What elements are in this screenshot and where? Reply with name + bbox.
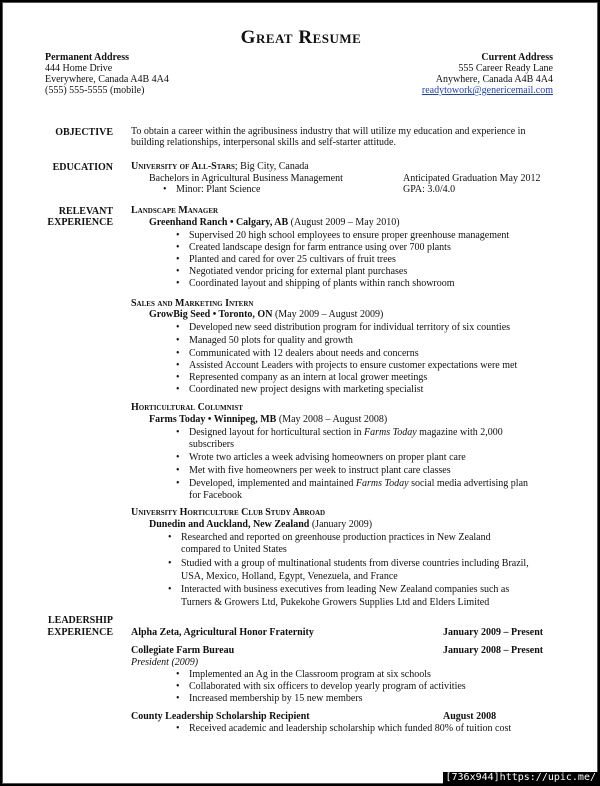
list-item: • Coordinated layout and shipping of plants within ranch showroom <box>176 278 455 289</box>
list-item-continuation: compared to United States <box>181 544 287 555</box>
list-item: • Negotiated vendor pricing for external plant purchases <box>176 266 408 277</box>
current-address-line2: Anywhere, Canada A4B 4A4 <box>435 74 553 85</box>
bullet-icon: • <box>163 184 167 195</box>
current-address-heading: Current Address <box>481 52 553 63</box>
list-item: • Increased membership by 15 new members <box>176 693 363 704</box>
list-item: • Received academic and leadership scholarship which funded 80% of tuition cost <box>176 723 512 734</box>
list-item: • Collaborated with six officers to develop yearly program of activities <box>176 681 466 692</box>
job-company-line: Farms Today • Winnipeg, MB (May 2008 – August 2008) <box>149 414 388 425</box>
job-company-line: Dunedin and Auckland, New Zealand (January 2009) <box>149 519 373 530</box>
list-item: • Supervised 20 high school employees to ensure proper greenhouse management <box>176 230 510 241</box>
watermark: [736x944]https://upic.me/ <box>445 772 596 783</box>
education-label: EDUCATION <box>52 162 113 173</box>
relevant-label-line2: EXPERIENCE <box>47 217 113 228</box>
list-item: • Studied with a group of multinational students from diverse countries including Brazil, <box>168 558 529 569</box>
education-school <box>131 162 309 173</box>
job-title: University Horticulture Club Study Abroad <box>131 507 326 518</box>
org-name: Collegiate Farm Bureau <box>131 645 235 656</box>
list-item: • Wrote two articles a week advising homeowners on proper plant care <box>176 452 466 463</box>
list-item: • Interacted with business executives from leading New Zealand companies such as <box>168 584 510 595</box>
list-item: • Communicated with 12 dealers about needs and concerns <box>176 348 419 359</box>
leadership-label-line1: LEADERSHIP <box>47 615 113 626</box>
list-item-continuation: subscribers <box>189 439 234 450</box>
education-graduation: Anticipated Graduation May 2012 <box>403 173 541 184</box>
list-item: • Represented company as an intern at local grower meetings <box>176 372 428 383</box>
list-item: • Developed, implemented and maintained Farms Today social media advertising plan <box>176 478 529 489</box>
org-dates: January 2009 – Present <box>443 627 544 638</box>
org-dates: January 2008 – Present <box>443 645 544 656</box>
current-address-line1: 555 Career Ready Lane <box>458 63 553 74</box>
list-item: • Developed new seed distribution program for individual territory of six counties <box>176 322 511 333</box>
list-item: • Coordinated new project designs with marketing specialist <box>176 384 424 395</box>
objective-text-line1: To obtain a career within the agribusiness industry that will utilize my education and experience in <box>131 126 526 137</box>
org-name: Alpha Zeta, Agricultural Honor Fraternity <box>131 627 314 638</box>
list-item: • Planted and cared for over 25 cultivars of fruit trees <box>176 254 396 265</box>
relevant-label-line1: RELEVANT <box>58 206 113 217</box>
objective-text-line2: building relationships, interpersonal skills and self-starter attitude. <box>131 137 396 148</box>
list-item: • Researched and reported on greenhouse production practices in New Zealand <box>168 532 491 543</box>
award-date: August 2008 <box>443 711 497 722</box>
list-item-continuation: for Facebook <box>189 490 243 501</box>
job-title: Landscape Manager <box>131 205 219 216</box>
list-item: • Created landscape design for farm entrance using over 700 plants <box>176 242 451 253</box>
job-title: Horticultural Columnist <box>131 402 243 413</box>
permanent-address-line2: Everywhere, Canada A4B 4A4 <box>45 74 169 85</box>
phone-number: (555) 555-5555 (mobile) <box>45 85 145 96</box>
education-degree: Bachelors in Agricultural Business Management <box>149 173 343 184</box>
email-link[interactable]: readytowork@genericemail.com <box>421 85 553 96</box>
list-item-continuation: USA, Mexico, Holland, Egypt, Venezuela, and France <box>181 571 398 582</box>
leadership-label-line2: EXPERIENCE <box>47 627 113 638</box>
list-item: • Assisted Account Leaders with projects to ensure customer expectations were met <box>176 360 518 371</box>
org-role: President (2009) <box>131 657 199 668</box>
resume-title: Great Resume <box>240 27 362 48</box>
objective-label: OBJECTIVE <box>55 127 113 138</box>
education-minor: • Minor: Plant Science <box>163 184 261 195</box>
job-company-line: Greenhand Ranch • Calgary, AB (August 2009 – May 2010) <box>149 217 400 228</box>
list-item-continuation: Turners & Growers Ltd, Pukekohe Growers Supplies Ltd and Elders Limited <box>181 597 490 608</box>
education-gpa: GPA: 3.0/4.0 <box>403 184 456 195</box>
list-item: • Met with five homeowners per week to instruct plant care classes <box>176 465 451 476</box>
permanent-address-line1: 444 Home Drive <box>45 63 113 74</box>
list-item: • Implemented an Ag in the Classroom program at six schools <box>176 669 431 680</box>
resume-page <box>2 2 598 784</box>
permanent-address-heading: Permanent Address <box>45 52 129 63</box>
school-name: University of All-Stars <box>131 161 235 172</box>
job-title: Sales and Marketing Intern <box>131 298 254 309</box>
school-city: ; Big City, Canada <box>234 161 309 172</box>
award-name: County Leadership Scholarship Recipient <box>131 711 310 722</box>
job-company-line: GrowBig Seed • Toronto, ON (May 2009 – August 2009) <box>149 309 384 320</box>
list-item: • Designed layout for horticultural section in Farms Today magazine with 2,000 <box>176 427 503 438</box>
list-item: • Managed 50 plots for quality and growth <box>176 335 353 346</box>
